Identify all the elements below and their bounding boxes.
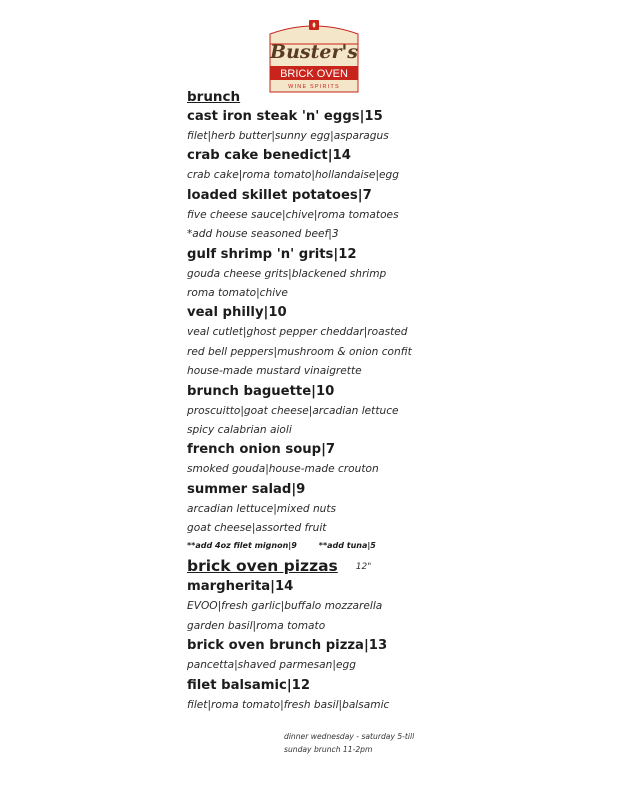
menu-item-description: EVOO|fresh garlic|buffalo mozzarella [187, 600, 383, 613]
salad-addons [187, 538, 607, 554]
menu-item-description: crab cake|roma tomato|hollandaise|egg [187, 169, 399, 182]
menu-item-description: pancetta|shaved parmesan|egg [187, 659, 356, 672]
menu-content [187, 88, 607, 715]
menu-item-description: veal cutlet|ghost pepper cheddar|roasted [187, 326, 408, 339]
menu-item-name: loaded skillet potatoes|7 [187, 187, 372, 203]
menu-item-name: veal philly|10 [187, 305, 287, 321]
menu-item-name: french onion soup|7 [187, 442, 336, 458]
menu-item-description: five cheese sauce|chive|roma tomatoes [187, 208, 399, 221]
menu-item-description: gouda cheese grits|blackened shrimp [187, 267, 387, 280]
menu-item-description: filet|roma tomato|fresh basil|balsamic [187, 698, 390, 711]
pizza-size-note: 12" [355, 561, 372, 572]
menu-item-description: spicy calabrian aioli [187, 423, 292, 436]
menu-item-description: filet|herb butter|sunny egg|asparagus [187, 130, 389, 142]
addon-tuna: **add tuna|5 [318, 541, 376, 551]
hours-dinner: dinner wednesday - saturday 5-till [284, 732, 415, 741]
menu-item-name: cast iron steak 'n' eggs|15 [187, 109, 383, 124]
pizzas-title-text: brick oven pizzas [187, 557, 338, 576]
menu-item-description: arcadian lettuce|mixed nuts [187, 502, 337, 515]
pizza-items [187, 577, 607, 715]
menu-item-description: house-made mustard vinaigrette [187, 365, 362, 378]
menu-item-name: margherita|14 [187, 579, 294, 595]
logo-tagline: WINE SPIRITS [288, 84, 340, 90]
menu-item-name: brunch baguette|10 [187, 383, 335, 399]
menu-item-name: filet balsamic|12 [187, 677, 310, 693]
hours-footer [284, 731, 414, 756]
menu-item-description: goat cheese|assorted fruit [187, 522, 327, 535]
logo-name: Buster's [270, 41, 358, 63]
menu-item-description: *add house seasoned beef|3 [187, 228, 339, 241]
hours-brunch: sunday brunch 11-2pm [284, 744, 373, 754]
menu-item-description: proscuitto|goat cheese|arcadian lettuce [187, 404, 399, 417]
restaurant-logo [266, 14, 362, 96]
section-title-brunch: brunch [187, 89, 241, 105]
menu-item-description: smoked gouda|house-made crouton [187, 463, 379, 476]
menu-item-description: garden basil|roma tomato [187, 619, 326, 632]
menu-item-name: gulf shrimp 'n' grits|12 [187, 246, 357, 262]
menu-item-name: crab cake benedict|14 [187, 148, 351, 164]
brunch-items [187, 107, 607, 538]
logo-graphic [266, 14, 362, 96]
menu-item-name: summer salad|9 [187, 481, 306, 497]
section-title-pizzas [187, 555, 607, 577]
menu-item-description: roma tomato|chive [187, 286, 288, 299]
menu-item-description: red bell peppers|mushroom & onion confit [187, 345, 412, 358]
addon-filet: **add 4oz filet mignon|9 [187, 541, 297, 551]
logo-subtitle: BRICK OVEN [280, 68, 348, 80]
menu-item-name: brick oven brunch pizza|13 [187, 638, 388, 654]
